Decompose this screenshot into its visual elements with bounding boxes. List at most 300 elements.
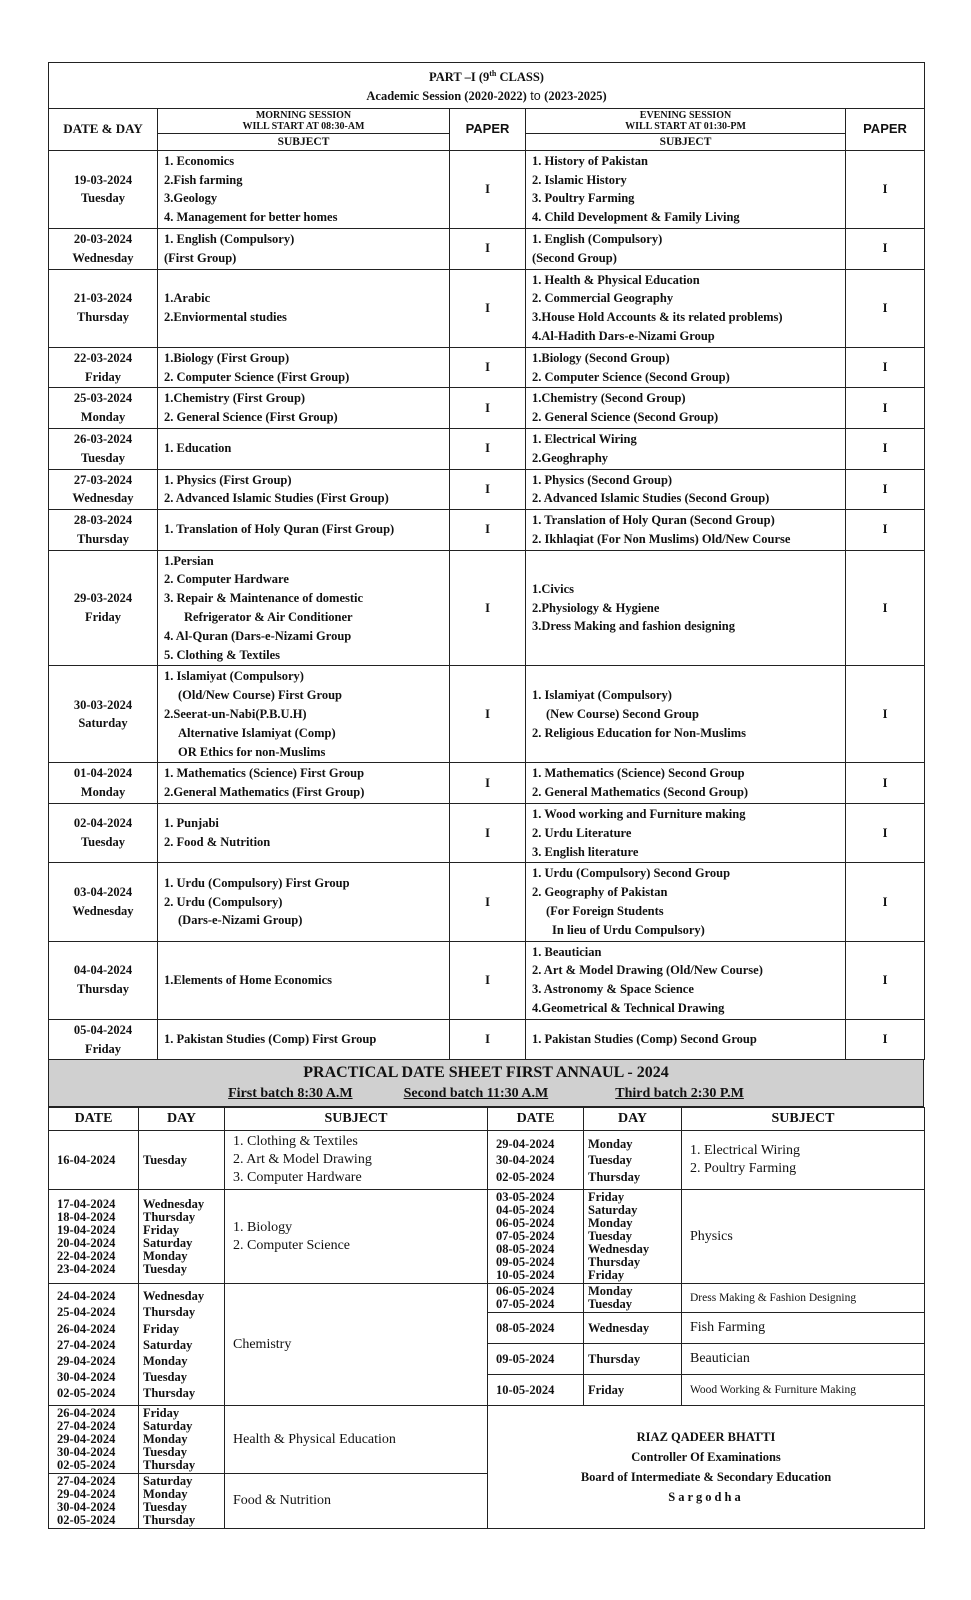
practical-days [584,1284,682,1313]
practical-day: Saturday [143,1474,193,1489]
subject-line: 1. Mathematics (Science) Second Group [532,766,745,781]
controller-designation: Controller Of Examinations [631,1450,781,1465]
evening-subjects [526,469,846,510]
practical-date: 06-05-2024 [496,1216,555,1231]
subject-line: 1.Chemistry (Second Group) [532,391,686,406]
practical-date: 17-04-2024 [57,1196,116,1211]
practical-day: Tuesday [143,1445,188,1460]
evening-subjects [526,941,846,1019]
exam-date: 05-04-2024 [73,1022,133,1037]
subject-line: 3. Astronomy & Space Science [532,982,694,997]
exam-day: Tuesday [80,835,125,850]
theory-row [49,388,925,429]
subject-line: (For Foreign Students [546,904,664,919]
date-day-cell [49,510,158,551]
subject-line: 2. Religious Education for Non-Muslims [532,725,747,740]
practical-dates [488,1375,584,1406]
subject-line: 1. Translation of Holy Quran (First Group) [164,522,395,537]
subject-line: 1.Chemistry (First Group) [164,391,306,406]
subject-line: 1. English (Compulsory) [532,231,663,246]
subject-line: (Second Group) [532,250,617,265]
practical-day: Thursday [143,1513,196,1528]
practical-date: 26-04-2024 [57,1406,116,1421]
exam-date: 03-04-2024 [73,885,133,900]
evening-subjects [526,228,846,269]
exam-day: Friday [84,610,122,625]
exam-day: Saturday [78,716,128,731]
subject-line: 4. Al-Quran (Dars-e-Nizami Group [164,628,352,643]
paper-evening: I [846,1019,925,1060]
practical-header [48,1060,924,1107]
paper-morning: I [450,150,526,228]
paper-evening: I [846,228,925,269]
practical-day: Friday [588,1383,625,1398]
practical-date: 30-04-2024 [57,1370,116,1385]
exam-date: 26-03-2024 [73,431,133,446]
practical-subjects [682,1284,925,1313]
practical-date: 23-04-2024 [57,1261,116,1276]
practical-date: 29-04-2024 [496,1137,555,1152]
morning-session-header: MORNING SESSION WILL START AT 08:30-AM [158,108,450,133]
subject-line: (Old/New Course) First Group [178,688,342,703]
practical-day: Tuesday [588,1153,633,1168]
practical-dates [488,1284,584,1313]
practical-date: 27-04-2024 [57,1337,116,1352]
practical-date: 29-04-2024 [57,1487,116,1502]
subject-line: 2. Urdu (Compulsory) [164,894,283,909]
subject-line: 2.Geoghraphy [532,450,609,465]
batch-first: First batch 8:30 A.M [228,1086,353,1102]
practical-row [49,1131,925,1190]
exam-date: 27-03-2024 [73,472,133,487]
col-subject-evening: SUBJECT [526,133,846,150]
exam-day: Tuesday [80,191,125,206]
paper-morning: I [450,428,526,469]
evening-subjects [526,269,846,347]
paper-morning: I [450,347,526,388]
subject-line: 1. Beautician [532,944,602,959]
practical-subjects [682,1313,925,1344]
practical-date: 09-05-2024 [496,1352,555,1367]
date-day-cell [49,550,158,666]
practical-day: Tuesday [143,1153,188,1168]
evening-subjects [526,763,846,804]
paper-evening: I [846,763,925,804]
col-date-day: DATE & DAY [49,108,158,150]
subject-line: 5. Clothing & Textiles [164,647,280,662]
practical-day: Monday [588,1216,633,1231]
date-day-cell [49,150,158,228]
practical-date: 10-05-2024 [496,1268,555,1283]
date-day-cell [49,863,158,941]
date-day-cell [49,228,158,269]
practical-subjects [225,1284,488,1406]
subject-line: 2. Advanced Islamic Studies (Second Group) [532,491,770,506]
practical-subjects [682,1190,925,1284]
practical-date: 19-04-2024 [57,1222,116,1237]
theory-table [48,62,925,1060]
subject-line: 1. Health & Physical Education [532,272,700,287]
theory-row [49,469,925,510]
paper-evening: I [846,804,925,863]
exam-date: 22-03-2024 [73,350,133,365]
morning-subjects [158,804,450,863]
batch-second: Second batch 11:30 A.M [403,1086,549,1102]
col-date: DATE [488,1108,584,1131]
practical-date: 16-04-2024 [57,1153,116,1168]
practical-date: 20-04-2024 [57,1235,116,1250]
col-day: DAY [139,1108,225,1131]
practical-day: Tuesday [143,1500,188,1515]
paper-evening: I [846,269,925,347]
subject-line: 1. Physics (First Group) [164,472,292,487]
practical-dates [49,1190,139,1284]
date-day-cell [49,666,158,763]
exam-day: Monday [80,410,126,425]
practical-dates [49,1284,139,1406]
practical-day: Wednesday [588,1321,650,1336]
paper-morning: I [450,804,526,863]
practical-dates [488,1131,584,1190]
practical-day: Friday [588,1268,625,1283]
practical-date: 27-04-2024 [57,1419,116,1434]
evening-subjects [526,666,846,763]
paper-morning: I [450,666,526,763]
subject-line: 1. Economics [164,153,235,168]
subject-line: 1. Physics (Second Group) [532,472,673,487]
theory-row [49,763,925,804]
exam-date: 02-04-2024 [73,816,133,831]
practical-dates [49,1474,139,1529]
col-date: DATE [49,1108,139,1131]
practical-date: 30-04-2024 [57,1500,116,1515]
practical-dates [488,1190,584,1284]
theory-row [49,228,925,269]
academic-session: Academic Session (2020-2022) to (2023-2025) [49,87,925,108]
practical-date: 02-05-2024 [496,1169,555,1184]
subject-line: (First Group) [164,250,237,265]
practical-date: 25-04-2024 [57,1305,116,1320]
practical-subject: Dress Making & Fashion Designing [690,1292,857,1305]
practical-days [584,1190,682,1284]
part-title: PART –I (9th CLASS) [49,63,925,87]
practical-subjects [225,1474,488,1529]
col-paper-morning: PAPER [450,108,526,150]
subject-line: 1. History of Pakistan [532,153,648,168]
date-day-cell [49,1019,158,1060]
subject-line: 1. Electrical Wiring [532,431,637,446]
morning-subjects [158,1019,450,1060]
subject-line: 2. Ikhlaqiat (For Non Muslims) Old/New Course [532,531,791,546]
subject-line: In lieu of Urdu Compulsory) [552,922,705,937]
paper-evening: I [846,863,925,941]
practical-dates [488,1313,584,1344]
subject-line: 2.Seerat-un-Nabi(P.B.U.H) [164,707,307,722]
signature-block [488,1406,925,1529]
practical-subjects [682,1131,925,1190]
practical-day: Thursday [143,1458,196,1473]
subject-line: 2. General Science (First Group) [164,410,338,425]
practical-day: Saturday [143,1337,193,1352]
subject-line: 4. Child Development & Family Living [532,210,740,225]
morning-subjects [158,550,450,666]
paper-evening: I [846,941,925,1019]
morning-subjects [158,941,450,1019]
practical-subject: 1. Electrical Wiring [690,1143,800,1159]
practical-subject: Fish Farming [690,1320,766,1336]
practical-day: Thursday [143,1209,196,1224]
col-paper-evening: PAPER [846,108,925,150]
subject-line: 1. Wood working and Furniture making [532,807,746,822]
practical-day: Monday [143,1248,188,1263]
morning-subjects [158,428,450,469]
date-day-cell [49,347,158,388]
practical-date: 03-05-2024 [496,1190,555,1205]
theory-row [49,347,925,388]
practical-subject: Beautician [690,1351,750,1367]
morning-subjects [158,269,450,347]
practical-dates [488,1344,584,1375]
practical-date: 02-05-2024 [57,1513,116,1528]
evening-subjects [526,1019,846,1060]
practical-day: Monday [588,1137,633,1152]
evening-subjects [526,347,846,388]
paper-morning: I [450,388,526,429]
exam-day: Monday [80,785,126,800]
evening-subjects [526,550,846,666]
practical-days [139,1190,225,1284]
paper-morning: I [450,941,526,1019]
practical-subject: Wood Working & Furniture Making [690,1384,856,1397]
evening-session-header: EVENING SESSION WILL START AT 01:30-PM [526,108,846,133]
practical-subject: Food & Nutrition [233,1493,332,1509]
morning-subjects [158,863,450,941]
subject-line: 3. English literature [532,844,639,859]
subject-line: 2. Commercial Geography [532,291,674,306]
subject-line: 4.Al-Hadith Dars-e-Nizami Group [532,328,715,343]
date-sheet [48,62,924,1529]
subject-line: Refrigerator & Air Conditioner [184,610,353,625]
subject-line: 2. Islamic History [532,172,627,187]
practical-dates [49,1131,139,1190]
practical-subject: 2. Art & Model Drawing [233,1152,372,1168]
paper-evening: I [846,388,925,429]
practical-day: Tuesday [588,1229,633,1244]
paper-morning: I [450,510,526,551]
evening-subjects [526,804,846,863]
exam-day: Wednesday [72,250,134,265]
evening-subjects [526,428,846,469]
morning-subjects [158,469,450,510]
exam-day: Friday [84,1041,122,1056]
practical-subject: 3. Computer Hardware [233,1170,362,1186]
subject-line: 2.Physiology & Hygiene [532,600,660,615]
practical-subject: 2. Poultry Farming [690,1161,797,1177]
practical-days [139,1474,225,1529]
subject-line: 2. General Science (Second Group) [532,410,719,425]
subject-line: 1. Pakistan Studies (Comp) First Group [164,1032,377,1047]
subject-line: 2. Urdu Literature [532,825,632,840]
practical-days [584,1375,682,1406]
subject-line: 1. Urdu (Compulsory) Second Group [532,866,731,881]
practical-date: 02-05-2024 [57,1458,116,1473]
practical-date: 06-05-2024 [496,1284,555,1299]
subject-line: 1. Urdu (Compulsory) First Group [164,875,350,890]
exam-date: 04-04-2024 [73,963,133,978]
theory-row [49,804,925,863]
practical-days [584,1344,682,1375]
practical-subjects [225,1190,488,1284]
morning-subjects [158,150,450,228]
subject-line: 1. Punjabi [164,816,219,831]
subject-line: 1.Biology (First Group) [164,350,290,365]
practical-day: Monday [588,1284,633,1299]
theory-row [49,428,925,469]
morning-subjects [158,763,450,804]
date-day-cell [49,428,158,469]
practical-day: Tuesday [143,1261,188,1276]
subject-line: 2.Fish farming [164,172,243,187]
subject-line: OR Ethics for non-Muslims [178,744,326,759]
practical-day: Tuesday [143,1370,188,1385]
practical-day: Friday [588,1190,625,1205]
practical-date: 08-05-2024 [496,1242,555,1257]
board-name: Board of Intermediate & Secondary Education [580,1470,832,1485]
practical-title: PRACTICAL DATE SHEET FIRST ANNAUL - 2024 [303,1064,669,1082]
practical-days [139,1406,225,1474]
subject-line: Alternative Islamiyat (Comp) [178,725,336,740]
paper-evening: I [846,550,925,666]
subject-line: 2. Geography of Pakistan [532,885,668,900]
theory-row [49,550,925,666]
subject-line: 2.General Mathematics (First Group) [164,785,365,800]
batch-times [49,1084,923,1104]
practical-subjects [225,1131,488,1190]
practical-subject: Physics [690,1228,733,1244]
practical-date: 02-05-2024 [57,1386,116,1401]
practical-day: Monday [143,1487,188,1502]
date-day-cell [49,763,158,804]
paper-evening: I [846,347,925,388]
practical-day: Thursday [143,1305,196,1320]
practical-days [584,1313,682,1344]
practical-day: Thursday [588,1255,641,1270]
paper-morning: I [450,1019,526,1060]
subject-line: 1.Arabic [164,291,211,306]
date-day-cell [49,941,158,1019]
practical-date: 09-05-2024 [496,1255,555,1270]
subject-line: 1. English (Compulsory) [164,231,295,246]
evening-subjects [526,863,846,941]
subject-line: 2. Computer Science (First Group) [164,369,350,384]
board-city: Sargodha [668,1490,744,1505]
paper-evening: I [846,666,925,763]
exam-date: 29-03-2024 [73,591,133,606]
theory-row [49,941,925,1019]
exam-date: 25-03-2024 [73,391,133,406]
morning-subjects [158,666,450,763]
practical-date: 07-05-2024 [496,1297,555,1312]
theory-row [49,666,925,763]
practical-day: Saturday [143,1419,193,1434]
exam-day: Thursday [76,982,130,997]
evening-subjects [526,388,846,429]
subject-line: 1. Education [164,441,232,456]
practical-date: 29-04-2024 [57,1354,116,1368]
practical-day: Tuesday [588,1297,633,1312]
col-subject: SUBJECT [225,1108,488,1131]
subject-line: 2. Computer Science (Second Group) [532,369,730,384]
paper-evening: I [846,150,925,228]
subject-line: 1.Elements of Home Economics [164,972,333,987]
exam-day: Thursday [76,531,130,546]
date-day-cell [49,804,158,863]
subject-line: (New Course) Second Group [546,707,699,722]
morning-subjects [158,388,450,429]
practical-day: Friday [143,1222,180,1237]
practical-subject: Chemistry [233,1336,292,1352]
practical-subject: 2. Computer Science [233,1237,351,1253]
practical-date: 29-04-2024 [57,1432,116,1447]
practical-table [48,1107,925,1529]
practical-day: Saturday [143,1235,193,1250]
subject-line: 3. Repair & Maintenance of domestic [164,591,364,606]
practical-day: Wednesday [588,1242,650,1257]
practical-date: 08-05-2024 [496,1321,555,1336]
exam-day: Thursday [76,310,130,325]
subject-line: 3.Dress Making and fashion designing [532,619,735,634]
practical-subjects [225,1406,488,1474]
theory-row [49,269,925,347]
practical-subjects [682,1375,925,1406]
theory-row [49,510,925,551]
subject-line: (Dars-e-Nizami Group) [178,913,303,928]
practical-subject: Health & Physical Education [233,1431,396,1447]
subject-line: 1. Mathematics (Science) First Group [164,766,365,781]
theory-row [49,863,925,941]
morning-subjects [158,347,450,388]
practical-day: Thursday [143,1386,196,1401]
batch-third: Third batch 2:30 P.M [615,1086,744,1102]
paper-morning: I [450,269,526,347]
practical-days [139,1284,225,1406]
practical-subject: 1. Biology [233,1219,293,1235]
subject-line: 1.Biology (Second Group) [532,350,670,365]
subject-line: 2. Art & Model Drawing (Old/New Course) [532,963,763,978]
subject-line: 1.Persian [164,553,214,568]
subject-line: 2. Food & Nutrition [164,835,271,850]
practical-day: Friday [143,1406,180,1421]
subject-line: 1. Islamiyat (Compulsory) [164,669,304,684]
evening-subjects [526,150,846,228]
subject-line: 3.Geology [164,191,218,206]
paper-morning: I [450,228,526,269]
practical-day: Monday [143,1432,188,1447]
subject-line: 1. Translation of Holy Quran (Second Group) [532,513,775,528]
paper-evening: I [846,428,925,469]
exam-day: Wednesday [72,491,134,506]
exam-date: 20-03-2024 [73,231,133,246]
practical-day: Friday [143,1321,180,1336]
practical-day: Monday [143,1354,188,1368]
practical-row [49,1284,925,1313]
paper-evening: I [846,510,925,551]
col-day: DAY [584,1108,682,1131]
exam-day: Friday [84,369,122,384]
practical-row [49,1190,925,1284]
practical-day: Wednesday [143,1196,205,1211]
col-subject: SUBJECT [682,1108,925,1131]
